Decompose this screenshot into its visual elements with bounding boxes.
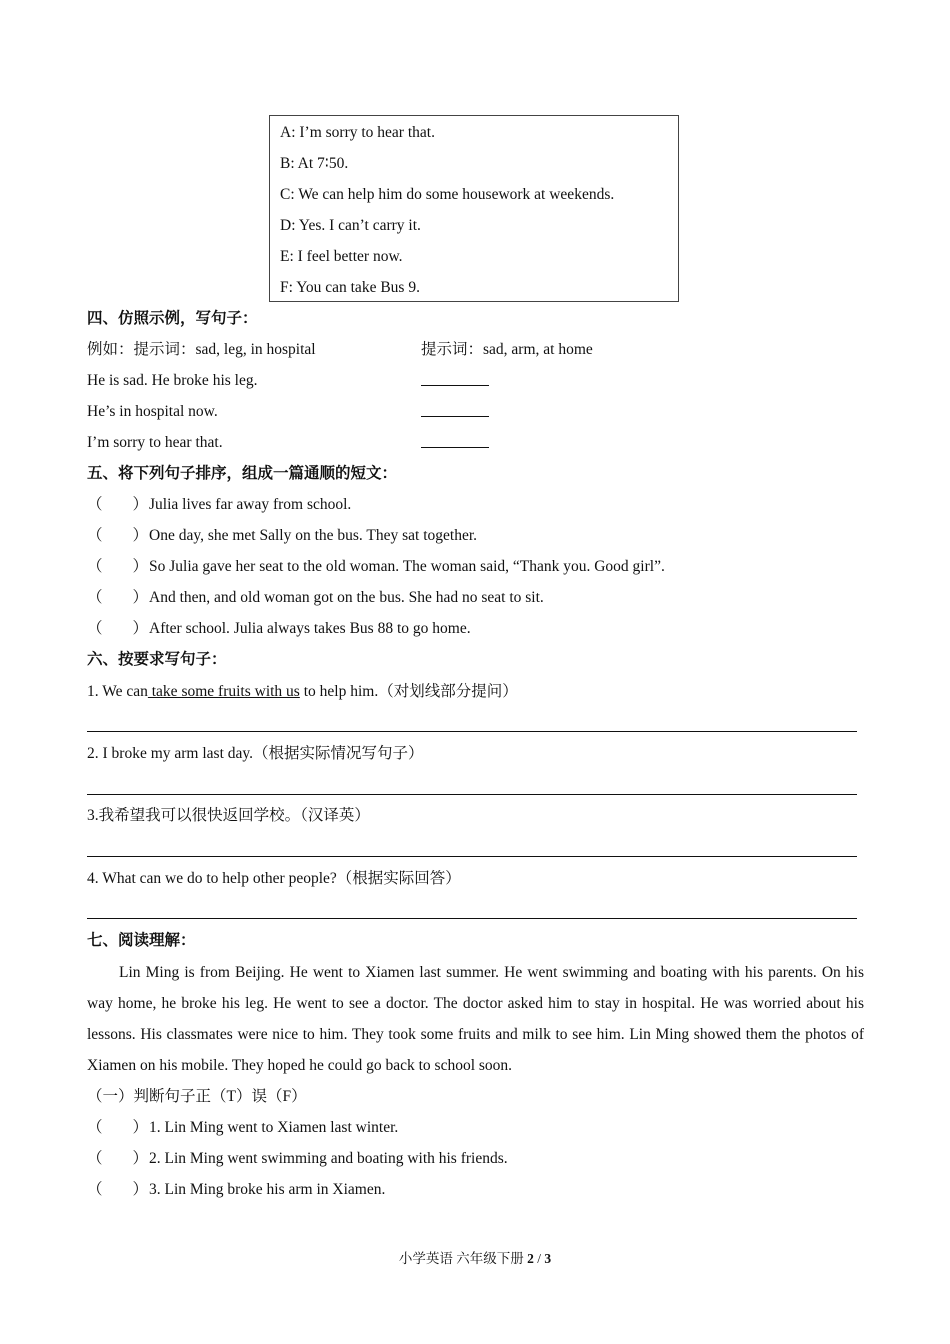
footer-text: 小学英语 六年级下册 [398,1251,524,1266]
options-box [269,115,679,302]
question-1: 1. We can take some fruits with us to help him.（对划线部分提问） [87,683,518,700]
question-4: 4. What can we do to help other people?（根据实际回答） [87,870,461,887]
answer-blank-2[interactable] [421,402,489,417]
order-item: （ ）So Julia gave her seat to the old woman. The woman said, “Thank you. Good girl”. [87,558,665,575]
section4-heading: 四、仿照示例，写句子： [87,310,258,327]
option-e: E: I feel better now. [280,248,403,265]
option-b: B: At 7∶50. [280,155,349,172]
order-blank[interactable]: （ ） [87,527,149,544]
order-blank[interactable]: （ ） [87,589,149,606]
tf-blank[interactable]: （ ） [87,1181,149,1198]
answer-line-2[interactable] [87,794,857,795]
option-f: F: You can take Bus 9. [280,279,420,296]
page-footer: 小学英语 六年级下册 2 / 3 [398,1251,552,1266]
answer-line-4[interactable] [87,918,857,919]
answer-line-3[interactable] [87,856,857,857]
question-3: 3.我希望我可以很快返回学校。（汉译英） [87,807,370,824]
hint-label: 提示词：sad, arm, at home [421,341,593,358]
order-blank[interactable]: （ ） [87,496,149,513]
order-item: （ ）After school. Julia always takes Bus 88 to go home. [87,620,471,637]
tf-subheading: （一）判断句子正（T）误（F） [87,1088,307,1105]
question-2: 2. I broke my arm last day.（根据实际情况写句子） [87,745,424,762]
answer-blank-3[interactable] [421,433,489,448]
reading-passage: Lin Ming is from Beijing. He went to Xiamen last summer. He went swimming and boating with his parents. On his way home, he broke his leg. He went to see a doctor. The doctor asked him to stay in hospital. He was worried about his lessons. His classmates were nice to him. They took some fruits and milk to see him. Lin Ming showed them the photos of Xiamen on his mobile. They hoped he could go back to school soon. [87,964,864,1074]
example-label: 例如：提示词：sad, leg, in hospital [87,341,316,358]
order-blank[interactable]: （ ） [87,620,149,637]
section6-heading: 六、按要求写句子： [87,651,227,668]
tf-item: （ ）2. Lin Ming went swimming and boating with his friends. [87,1150,508,1167]
section7-heading: 七、阅读理解： [87,932,196,949]
option-d: D: Yes. I can’t carry it. [280,217,421,234]
order-item: （ ）Julia lives far away from school. [87,496,352,513]
underlined-phrase: take some fruits with us [147,683,300,700]
answer-blank-1[interactable] [421,371,489,386]
tf-blank[interactable]: （ ） [87,1150,149,1167]
example-line-1: He is sad. He broke his leg. [87,372,258,389]
tf-blank[interactable]: （ ） [87,1119,149,1136]
page-total: 3 [544,1251,552,1266]
order-item: （ ）And then, and old woman got on the bus. She had no seat to sit. [87,589,544,606]
tf-item: （ ）1. Lin Ming went to Xiamen last winter. [87,1119,399,1136]
answer-line-1[interactable] [87,731,857,732]
option-c: C: We can help him do some housework at weekends. [280,186,615,203]
tf-item: （ ）3. Lin Ming broke his arm in Xiamen. [87,1181,386,1198]
example-line-2: He’s in hospital now. [87,403,218,420]
order-blank[interactable]: （ ） [87,558,149,575]
option-a: A: I’m sorry to hear that. [280,124,435,141]
example-line-3: I’m sorry to hear that. [87,434,223,451]
page-number: 2 [527,1251,534,1266]
section5-heading: 五、将下列句子排序，组成一篇通顺的短文： [87,465,398,482]
order-item: （ ）One day, she met Sally on the bus. They sat together. [87,527,478,544]
